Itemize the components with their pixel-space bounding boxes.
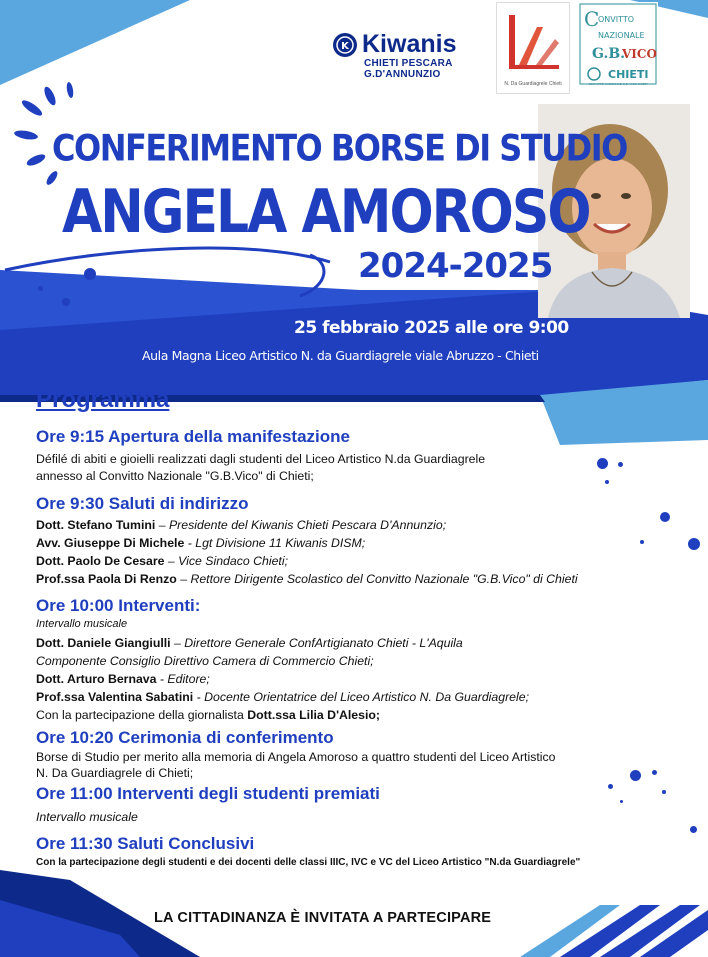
kiwanis-logo [332,30,482,82]
programma-heading: Programma [36,386,170,413]
decor-dot [618,462,623,467]
svg-text:ONVITTO: ONVITTO [598,15,635,24]
interventi-speaker-2 [36,672,210,686]
speaker-role: Componente Consiglio Direttivo Camera di Commercio Chieti; [36,654,374,668]
speaker-name: Dott.ssa Lilia D'Alesio; [247,708,380,722]
title-line1: CONFERIMENTO BORSE DI STUDIO [52,126,627,170]
speaker-name: Avv. Giuseppe Di Michele [36,536,185,550]
title-line2: ANGELA AMOROSO [62,178,590,247]
decor-dot [620,800,623,803]
interventi-intermezzo: Intervallo musicale [36,618,128,630]
event-date: 25 febbraio 2025 alle ore 9:00 [294,318,569,338]
decor-dot [605,480,609,484]
section-cerimonia-title: Ore 10:20 Cerimonia di conferimento [36,728,334,747]
svg-text:NAZIONALE: NAZIONALE [598,31,645,40]
convitto-logo [578,2,658,86]
decor-dot [84,268,96,280]
interventi-speaker-1 [36,636,463,650]
svg-text:G.B.: G.B. [592,46,626,62]
interventi-speaker-3 [36,690,529,704]
decor-dot [62,298,70,306]
decor-dot [597,458,608,469]
decor-dot [690,826,697,833]
section-saluti-title: Ore 9:30 Saluti di indirizzo [36,494,249,513]
speaker-role: – Rettore Dirigente Scolastico del Convitto Nazionale "G.B.Vico" di Chieti [176,572,578,586]
decor-dot [630,770,641,781]
svg-text:C: C [584,7,600,31]
convitto-emblem-icon [578,2,658,86]
speaker-name: Dott. Paolo De Cesare [36,554,165,568]
studenti-intermezzo: Intervallo musicale [36,810,138,824]
decor-dot [660,512,670,522]
speaker-role: – Presidente del Kiwanis Chieti Pescara D'Annunzio; [155,518,447,532]
liceo-logo-caption: N. Da Guardiagrele Chieti [504,81,562,87]
speaker-name: Prof.ssa Paola Di Renzo [36,572,177,586]
section-conclusivi-title: Ore 11:30 Saluti Conclusivi [36,834,255,853]
section-interventi-title: Ore 10:00 Interventi: [36,596,201,615]
section-conclusivi-line1: Con la partecipazione degli studenti e dei docenti delle classi IIIC, IVC e VC del Liceo Artistico "N.da Guardiagrele" [36,857,581,868]
decor-dot [38,286,43,291]
section-cerimonia-line2: N. Da Guardiagrele di Chieti; [36,766,194,780]
speaker-intro: Con la partecipazione della giornalista [36,708,248,722]
speaker-name: Dott. Stefano Tumini [36,518,156,532]
speaker-role: – Vice Sindaco Chieti; [164,554,288,568]
saluti-speaker-1 [36,518,446,532]
svg-text:VICO: VICO [622,47,657,61]
kiwanis-emblem-icon [332,32,358,58]
kiwanis-sub2: G.D'ANNUNZIO [364,69,441,80]
speaker-role: - Lgt Divisione 11 Kiwanis DISM; [184,536,366,550]
liceo-artistico-logo [496,2,570,94]
title-year: 2024-2025 [358,246,553,286]
interventi-speaker-4 [36,708,380,722]
decor-dot [688,538,700,550]
convitto-logo-text: CONVITTO NAZIONALE G.B. VICO CHIETI [588,82,648,86]
saluti-speaker-4 [36,572,578,586]
kiwanis-sub1: CHIETI PESCARA [364,58,453,69]
decor-dot [608,784,613,789]
interventi-speaker-1-role2 [36,654,374,668]
footer-invite: LA CITTADINANZA È INVITATA A PARTECIPARE [154,910,492,926]
speaker-role: - Editore; [156,672,210,686]
event-place: Aula Magna Liceo Artistico N. da Guardiagrele viale Abruzzo - Chieti [142,348,539,363]
saluti-speaker-3 [36,554,288,568]
speaker-name: Prof.ssa Valentina Sabatini [36,690,194,704]
speaker-role: – Direttore Generale ConfArtigianato Chieti - L'Aquila [170,636,463,650]
saluti-speaker-2 [36,536,365,550]
decor-dot [640,540,644,544]
speaker-name: Dott. Daniele Giangiulli [36,636,171,650]
section-apertura-title: Ore 9:15 Apertura della manifestazione [36,427,350,446]
section-apertura-line2: annesso al Convitto Nazionale "G.B.Vico" di Chieti; [36,469,314,483]
decor-dot [652,770,657,775]
decor-dot [662,790,666,794]
section-cerimonia-line1: Borse di Studio per merito alla memoria di Angela Amoroso a quattro studenti del Liceo Artistico [36,750,556,764]
section-apertura-line1: Défilé di abiti e gioielli realizzati dagli studenti del Liceo Artistico N.da Guardiagrele [36,452,486,466]
speaker-name: Dott. Arturo Bernava [36,672,157,686]
svg-text:CHIETI: CHIETI [608,68,649,81]
svg-text:K: K [341,41,349,52]
section-studenti-title: Ore 11:00 Interventi degli studenti premiati [36,784,380,803]
kiwanis-name: Kiwanis [362,30,457,58]
liceo-emblem-icon [503,9,563,75]
speaker-role: - Docente Orientatrice del Liceo Artistico N. Da Guardiagrele; [193,690,529,704]
